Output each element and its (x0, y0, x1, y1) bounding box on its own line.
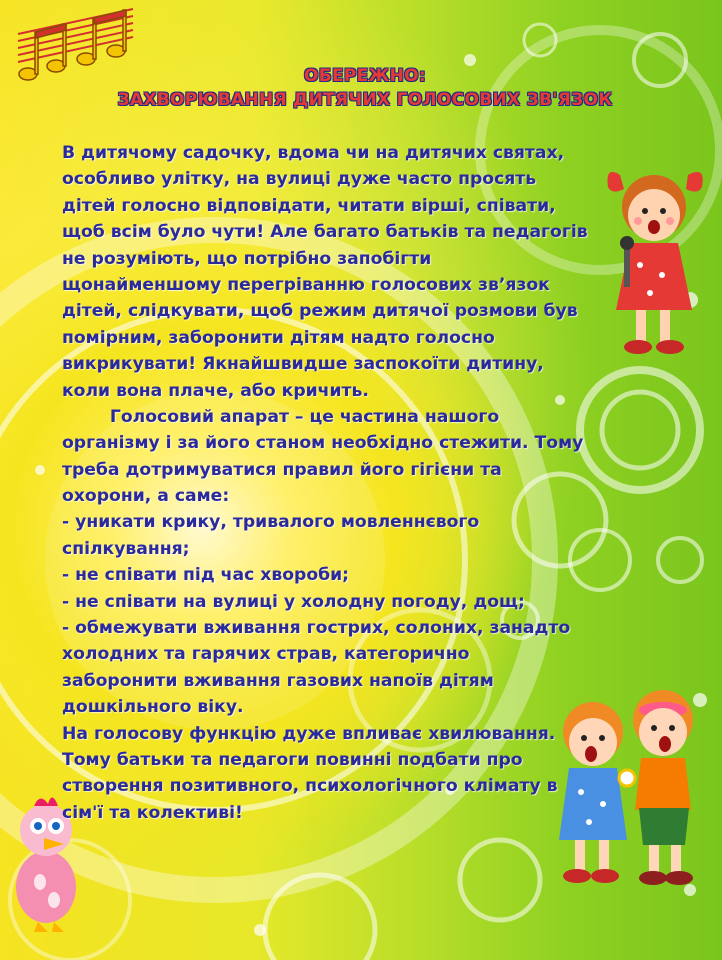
body-line: - уникати крику, тривалого мовленнєвого (62, 512, 480, 533)
body-line: спілкування; (62, 538, 190, 559)
body-line: щонайменшому перегріванню голосових зв’язок (62, 274, 550, 295)
body-line: щоб всім було чути! Але багато батьків та педагогів (62, 222, 588, 243)
body-line: треба дотримуватися правил його гігієни та (62, 459, 502, 480)
body-line: дітей голосно відповідати, читати вірші, співати, (62, 195, 556, 216)
body-line: холодних та гарячих страв, категорично (62, 644, 470, 665)
body-line: не розуміють, що потрібно запобігти (62, 248, 432, 269)
body-line: Голосовий апарат – це частина нашого (62, 406, 500, 427)
body-line: - не співати на вулиці у холодну погоду, дощ; (62, 591, 525, 612)
body-line: - не співати під час хвороби; (62, 565, 350, 586)
body-line: охорони, а саме: (62, 486, 230, 507)
heading-line-2: ЗАХВОРЮВАННЯ ДИТЯЧИХ ГОЛОСОВИХ ЗВ'ЯЗОК (117, 90, 613, 110)
body-line: На голосову функцію дуже впливає хвилювання. (62, 723, 556, 744)
body-line: особливо улітку, на вулиці дуже часто просять (62, 169, 537, 190)
body-line: дошкільного віку. (62, 697, 244, 718)
article-body (62, 140, 662, 826)
body-line: В дитячому садочку, вдома чи на дитячих святах, (62, 143, 565, 163)
body-line: викрикувати! Якнайшвидше заспокоїти дитину, (62, 354, 544, 375)
body-line: коли вона плаче, або кричить. (62, 380, 369, 401)
body-line: - обмежувати вживання гострих, солоних, занадто (62, 618, 571, 639)
body-line: заборонити вживання газових напоїв дітям (62, 670, 494, 691)
body-line: Тому батьки та педагоги повинні подбати про (62, 749, 523, 770)
body-line: організму і за його станом необхідно стежити. Тому (62, 433, 584, 454)
heading-line-1: ОБЕРЕЖНО: (303, 66, 427, 86)
body-line: створення позитивного, психологічного клімату в (62, 776, 558, 797)
body-line: помірним, заборонити дітям надто голосно (62, 327, 495, 348)
body-line: дітей, слідкувати, щоб режим дитячої розмови був (62, 301, 578, 322)
body-line: сім'ї та колективі! (62, 802, 243, 823)
